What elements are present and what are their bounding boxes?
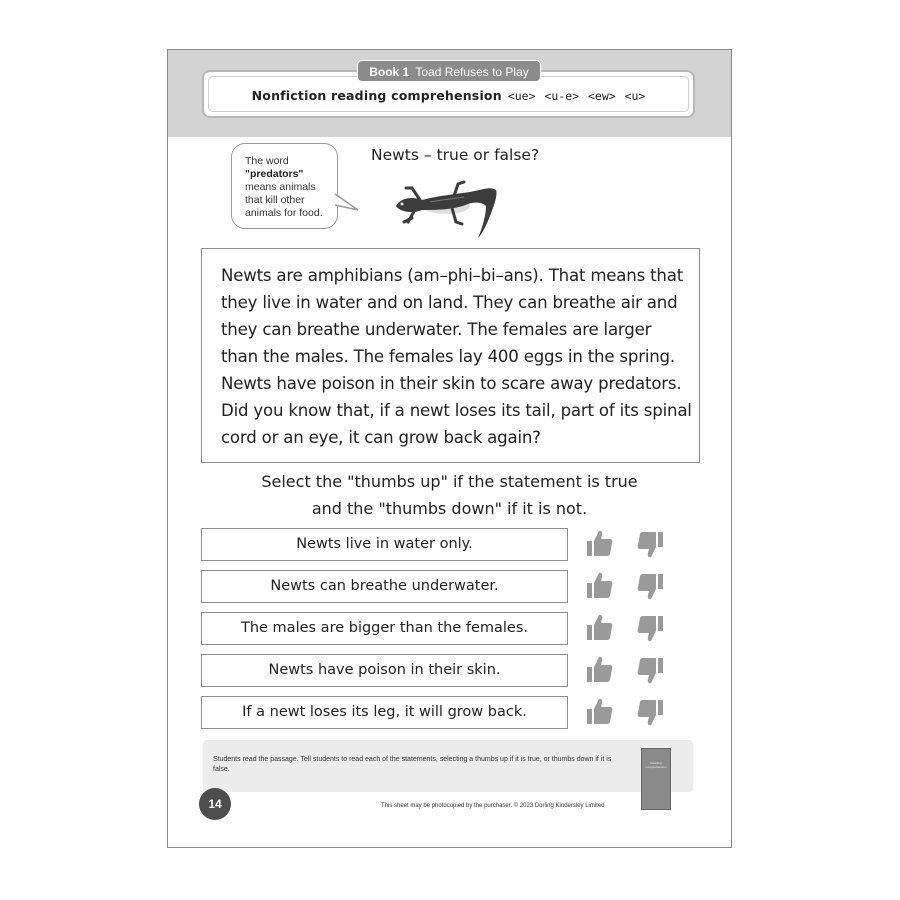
instructions: Select the "thumbs up" if the statement is true and the "thumbs down" if it is not.	[261, 472, 638, 518]
thumbs-up-icon[interactable]	[584, 612, 614, 642]
teacher-note-box	[203, 740, 693, 792]
newt-image	[390, 166, 510, 242]
book-title: Toad Refuses to Play	[415, 65, 529, 79]
phonics-codes: <ue> <u-e> <ew> <u>	[507, 89, 646, 103]
keyword: "predators"	[245, 168, 304, 180]
speech-bubble: The word "predators" means animals that kill other animals for food.	[231, 143, 338, 229]
book-cover-thumbnail: Reading Comprehension	[641, 748, 671, 810]
statement-2: Newts can breathe underwater.	[201, 570, 568, 603]
book-number: Book 1	[369, 65, 410, 79]
thumbs-down-icon[interactable]	[636, 572, 666, 602]
thumbs-down-icon[interactable]	[636, 614, 666, 644]
thumbs-down-icon[interactable]	[636, 698, 666, 728]
thumbs-up-icon[interactable]	[584, 696, 614, 726]
statement-1: Newts live in water only.	[201, 528, 568, 561]
thumbs-up-icon[interactable]	[584, 528, 614, 558]
subtitle: Nonfiction reading comprehension	[251, 88, 502, 103]
thumbs-down-icon[interactable]	[636, 530, 666, 560]
worksheet-page	[167, 49, 732, 848]
teacher-note: Students read the passage. Tell students to read each of the statements, selecting a thumbs up if it is true, or thumbs down if it is false.	[213, 756, 612, 773]
statement-3: The males are bigger than the females.	[201, 612, 568, 645]
section-heading: Newts – true or false?	[371, 146, 540, 164]
thumbs-down-icon[interactable]	[636, 656, 666, 686]
statement-4: Newts have poison in their skin.	[201, 654, 568, 687]
reading-passage: Newts are amphibians (am–phi–bi–ans). That means that they live in water and on land. They can breathe air and they can breathe underwater. The females are larger than the males. The females lay 400 eggs in the spring. Newts have poison in their skin to scare away predators. Did you know that, if a newt loses its tail, part of its spinal cord or an eye, it can grow back again?	[201, 248, 700, 463]
thumbs-up-icon[interactable]	[584, 570, 614, 600]
statement-5: If a newt loses its leg, it will grow back.	[201, 696, 568, 729]
page-number: 14	[199, 788, 231, 820]
speech-bubble-tail	[334, 192, 360, 212]
copyright-notice: This sheet may be photocopied by the purchaser. © 2023 Dorling Kindersley Limited	[381, 803, 605, 809]
thumbs-up-icon[interactable]	[584, 654, 614, 684]
book-tab	[357, 60, 541, 82]
page-title	[204, 88, 693, 103]
